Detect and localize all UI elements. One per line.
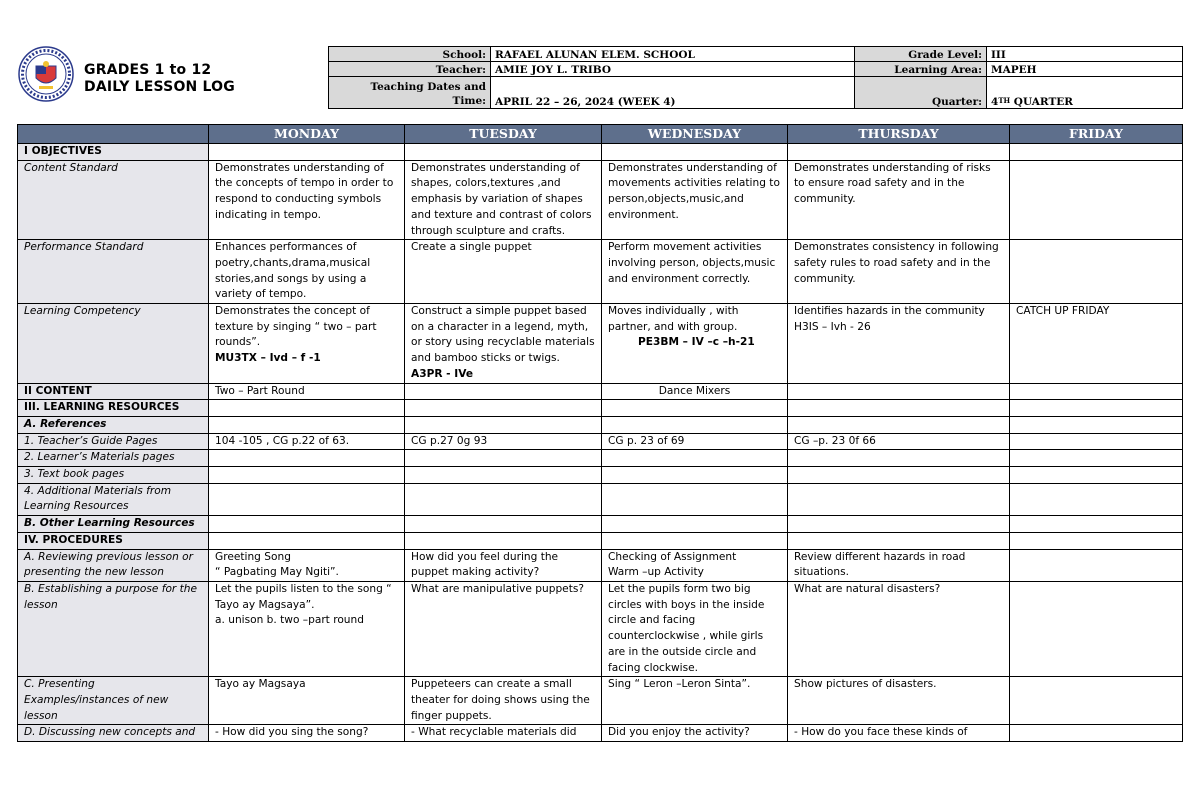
table-row	[18, 450, 1183, 467]
teachers-guide-monday: 104 -105 , CG p.22 of 63.	[209, 433, 405, 450]
school-label: School:	[329, 47, 491, 62]
presenting-tuesday: Puppeteers can create a small theater for doing shows using the finger puppets.	[405, 677, 602, 725]
table-row	[18, 581, 1183, 676]
reviewing-thursday: Review different hazards in road situations.	[788, 549, 1010, 581]
discussing-monday: - How did you sing the song?	[209, 725, 405, 742]
header-info-table	[328, 46, 1183, 109]
discussing-tuesday: - What recyclable materials did	[405, 725, 602, 742]
performance-standard-friday	[1010, 240, 1183, 304]
purpose-monday-line-1: Let the pupils listen to the song “ Tayo ay Magsaya”.	[215, 582, 392, 611]
content-monday: Two – Part Round	[209, 383, 405, 400]
deped-seal-logo	[18, 46, 74, 102]
competency-monday-code: MU3TX – Ivd – f -1	[215, 352, 321, 365]
quarter-text: QUARTER	[1010, 96, 1074, 108]
purpose-tuesday: What are manipulative puppets?	[405, 581, 602, 676]
day-header-friday: FRIDAY	[1010, 125, 1183, 144]
teacher-label: Teacher:	[329, 62, 491, 77]
objectives-section-label: I OBJECTIVES	[18, 144, 209, 161]
table-row	[18, 467, 1183, 484]
reviewing-wednesday	[602, 549, 788, 581]
reviewing-tuesday: How did you feel during the puppet making activity?	[405, 549, 602, 581]
quarter-value	[987, 77, 1183, 109]
teachers-guide-tuesday: CG p.27 0g 93	[405, 433, 602, 450]
content-thursday	[788, 383, 1010, 400]
discussing-friday	[1010, 725, 1183, 742]
textbook-label: 3. Text book pages	[18, 467, 209, 484]
table-row	[18, 549, 1183, 581]
teachers-guide-friday	[1010, 433, 1183, 450]
purpose-monday-line-2: a. unison b. two –part round	[215, 614, 364, 627]
day-header-row	[18, 125, 1183, 144]
reviewing-monday	[209, 549, 405, 581]
content-standard-friday	[1010, 160, 1183, 240]
competency-tuesday-code: A3PR - IVe	[411, 367, 474, 380]
teacher-value: AMIE JOY L. TRIBO	[491, 62, 855, 77]
title-line-1: GRADES 1 to 12	[84, 62, 212, 78]
discussing-wednesday: Did you enjoy the activity?	[602, 725, 788, 742]
performance-standard-monday: Enhances performances of poetry,chants,drama,musical stories,and songs by using a variety of tempo.	[209, 240, 405, 304]
learning-competency-wednesday	[602, 304, 788, 384]
teaching-dates-value: APRIL 22 – 26, 2024 (WEEK 4)	[491, 77, 855, 109]
other-resources-label: B. Other Learning Resources	[18, 516, 209, 533]
quarter-suffix: TH	[998, 96, 1011, 105]
competency-wednesday-text: Moves individually , with partner, and with group.	[608, 305, 739, 333]
teaching-dates-label-2: Time:	[452, 95, 486, 107]
day-header-wednesday: WEDNESDAY	[602, 125, 788, 144]
presenting-friday	[1010, 677, 1183, 725]
purpose-thursday: What are natural disasters?	[788, 581, 1010, 676]
teachers-guide-label: 1. Teacher’s Guide Pages	[18, 433, 209, 450]
competency-wednesday-code: PE3BM – IV –c –h-21	[638, 336, 755, 349]
table-row	[18, 532, 1183, 549]
performance-standard-thursday: Demonstrates consistency in following safety rules to road safety and in the community.	[788, 240, 1010, 304]
performance-standard-wednesday: Perform movement activities involving person, objects,music and environment correctly.	[602, 240, 788, 304]
presenting-wednesday: Sing “ Leron –Leron Sinta”.	[602, 677, 788, 725]
content-standard-label: Content Standard	[18, 160, 209, 240]
purpose-friday	[1010, 581, 1183, 676]
reviewing-wednesday-line-2: Warm –up Activity	[608, 566, 704, 579]
competency-monday-text: Demonstrates the concept of texture by singing “ two – part rounds”.	[215, 305, 377, 349]
discussing-thursday: - How do you face these kinds of	[788, 725, 1010, 742]
additional-materials-label: 4. Additional Materials from Learning Resources	[18, 483, 209, 515]
day-header-monday: MONDAY	[209, 125, 405, 144]
day-header-tuesday: TUESDAY	[405, 125, 602, 144]
reviewing-monday-line-1: Greeting Song	[215, 550, 291, 563]
content-standard-tuesday: Demonstrates understanding of shapes, colors,textures ,and emphasis by variation of shapes and texture and contrast of colors through sculpture and crafts.	[405, 160, 602, 240]
learning-competency-friday: CATCH UP FRIDAY	[1010, 304, 1183, 384]
learning-competency-label: Learning Competency	[18, 304, 209, 384]
learning-competency-thursday	[788, 304, 1010, 384]
quarter-number: 4	[991, 96, 999, 108]
teachers-guide-wednesday: CG p. 23 of 69	[602, 433, 788, 450]
corner-cell	[18, 125, 209, 144]
table-row	[18, 483, 1183, 515]
reviewing-label: A. Reviewing previous lesson or presenting the new lesson	[18, 549, 209, 581]
competency-tuesday-text: Construct a simple puppet based on a character in a legend, myth, or story using recyclable materials and bamboo sticks or twigs.	[411, 305, 595, 365]
table-row	[18, 160, 1183, 240]
purpose-wednesday: Let the pupils form two big circles with boys in the inside circle and facing counterclockwise , while girls are in the outside circle and facing clockwise.	[602, 581, 788, 676]
table-row	[18, 304, 1183, 384]
content-standard-monday: Demonstrates understanding of the concepts of tempo in order to respond to conducting symbols indicating in tempo.	[209, 160, 405, 240]
table-row	[18, 677, 1183, 725]
content-standard-wednesday: Demonstrates understanding of movements activities relating to person,objects,music,and environment.	[602, 160, 788, 240]
competency-thursday-text: Identifies hazards in the community	[794, 305, 985, 318]
table-row	[18, 400, 1183, 417]
learning-competency-tuesday	[405, 304, 602, 384]
performance-standard-label: Performance Standard	[18, 240, 209, 304]
performance-standard-tuesday: Create a single puppet	[405, 240, 602, 304]
table-row	[18, 433, 1183, 450]
competency-thursday-code: H3IS – Ivh - 26	[794, 320, 871, 333]
presenting-thursday: Show pictures of disasters.	[788, 677, 1010, 725]
content-standard-thursday: Demonstrates understanding of risks to ensure road safety and in the community.	[788, 160, 1010, 240]
content-wednesday: Dance Mixers	[602, 383, 788, 400]
content-friday	[1010, 383, 1183, 400]
teaching-dates-label-1: Teaching Dates and	[370, 81, 486, 93]
school-value: RAFAEL ALUNAN ELEM. SCHOOL	[491, 47, 855, 62]
learning-area-value: MAPEH	[987, 62, 1183, 77]
content-tuesday	[405, 383, 602, 400]
table-row	[18, 240, 1183, 304]
title-line-2: DAILY LESSON LOG	[84, 79, 235, 95]
reviewing-friday	[1010, 549, 1183, 581]
table-row	[18, 725, 1183, 742]
reviewing-wednesday-line-1: Checking of Assignment	[608, 550, 737, 563]
learning-resources-section-label: III. LEARNING RESOURCES	[18, 400, 209, 417]
learners-materials-label: 2. Learner’s Materials pages	[18, 450, 209, 467]
grade-level-value: III	[987, 47, 1183, 62]
table-row	[18, 383, 1183, 400]
teachers-guide-thursday: CG –p. 23 0f 66	[788, 433, 1010, 450]
reviewing-monday-line-2: “ Pagbating May Ngiti”.	[215, 566, 339, 579]
day-header-thursday: THURSDAY	[788, 125, 1010, 144]
table-row	[18, 416, 1183, 433]
lesson-log-table	[17, 124, 1183, 742]
quarter-label: Quarter:	[855, 77, 987, 109]
discussing-label: D. Discussing new concepts and	[18, 725, 209, 742]
presenting-label: C. Presenting Examples/instances of new lesson	[18, 677, 209, 725]
content-section-label: II CONTENT	[18, 383, 209, 400]
procedures-section-label: IV. PROCEDURES	[18, 532, 209, 549]
teaching-dates-label	[329, 77, 491, 109]
learning-competency-monday	[209, 304, 405, 384]
purpose-label: B. Establishing a purpose for the lesson	[18, 581, 209, 676]
document-title	[84, 62, 235, 96]
grade-level-label: Grade Level:	[855, 47, 987, 62]
purpose-monday	[209, 581, 405, 676]
learning-area-label: Learning Area:	[855, 62, 987, 77]
table-row	[18, 144, 1183, 161]
table-row	[18, 516, 1183, 533]
presenting-monday: Tayo ay Magsaya	[209, 677, 405, 725]
references-label: A. References	[18, 416, 209, 433]
